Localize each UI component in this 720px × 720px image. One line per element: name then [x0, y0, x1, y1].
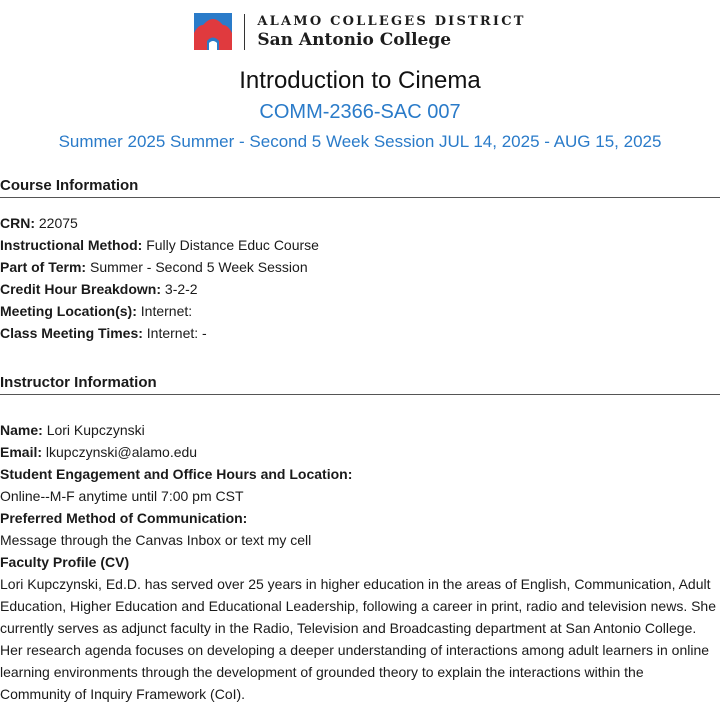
credit-label: Credit Hour Breakdown:: [0, 281, 162, 297]
instructor-info-list: [0, 419, 720, 705]
method-row: [0, 234, 720, 256]
course-info-list: [0, 212, 720, 344]
name-value: Lori Kupczynski: [46, 422, 145, 438]
hours-label: Student Engagement and Office Hours and Location:: [0, 466, 353, 482]
credit-row: [0, 278, 720, 300]
crn-value: 22075: [38, 215, 78, 231]
logo-wordmark: [257, 14, 525, 49]
times-label: Class Meeting Times:: [0, 325, 143, 341]
instructor-info-heading: Instructor Information: [0, 374, 720, 395]
location-value: Internet:: [140, 303, 193, 319]
location-label: Meeting Location(s):: [0, 303, 137, 319]
email-row: [0, 441, 720, 463]
email-value: lkupczynski@alamo.edu: [45, 444, 198, 460]
part-label: Part of Term:: [0, 259, 87, 275]
logo-college-text: San Antonio College: [257, 30, 452, 50]
comm-value: Message through the Canvas Inbox or text my cell: [0, 532, 312, 548]
method-label: Instructional Method:: [0, 237, 143, 253]
course-code: COMM-2366-SAC 007: [259, 101, 461, 123]
crn-label: CRN:: [0, 215, 35, 231]
logo-divider: [244, 14, 245, 50]
hours-value: Online--M-F anytime until 7:00 pm CST: [0, 488, 244, 504]
credit-value: 3-2-2: [164, 281, 198, 297]
crn-row: [0, 212, 720, 234]
college-logo: [0, 0, 720, 50]
email-label: Email:: [0, 444, 43, 460]
course-info-heading: Course Information: [0, 177, 720, 198]
course-title: Introduction to Cinema: [239, 67, 481, 94]
part-row: [0, 256, 720, 278]
part-value: Summer - Second 5 Week Session: [89, 259, 308, 275]
cv-label-row: [0, 551, 720, 573]
times-row: [0, 322, 720, 344]
name-row: [0, 419, 720, 441]
comm-label: Preferred Method of Communication:: [0, 510, 248, 526]
times-value: Internet: -: [146, 325, 207, 341]
comm-label-row: [0, 507, 720, 529]
location-row: [0, 300, 720, 322]
method-value: Fully Distance Educ Course: [146, 237, 319, 253]
mission-logo-icon: [194, 13, 232, 50]
name-label: Name:: [0, 422, 43, 438]
hours-label-row: [0, 463, 720, 485]
faculty-bio: Lori Kupczynski, Ed.D. has served over 25 years in higher education in the areas of English, Communication, Adult Education, Higher Education and Educational Leadership, following a career in print, radio and television news. She currently serves as adjunct faculty in the Radio, Television and Broadcasting department at San Antonio College. Her research agenda focuses on developing a deeper understanding of interactions among adult learners in online learning environments through the development of grounded theory to explain the interactions within the Community of Inquiry Framework (CoI).: [0, 576, 717, 702]
course-term: Summer 2025 Summer - Second 5 Week Session JUL 14, 2025 - AUG 15, 2025: [58, 132, 662, 151]
cv-label: Faculty Profile (CV): [0, 554, 130, 570]
logo-district-text: ALAMO COLLEGES DISTRICT: [257, 14, 526, 29]
